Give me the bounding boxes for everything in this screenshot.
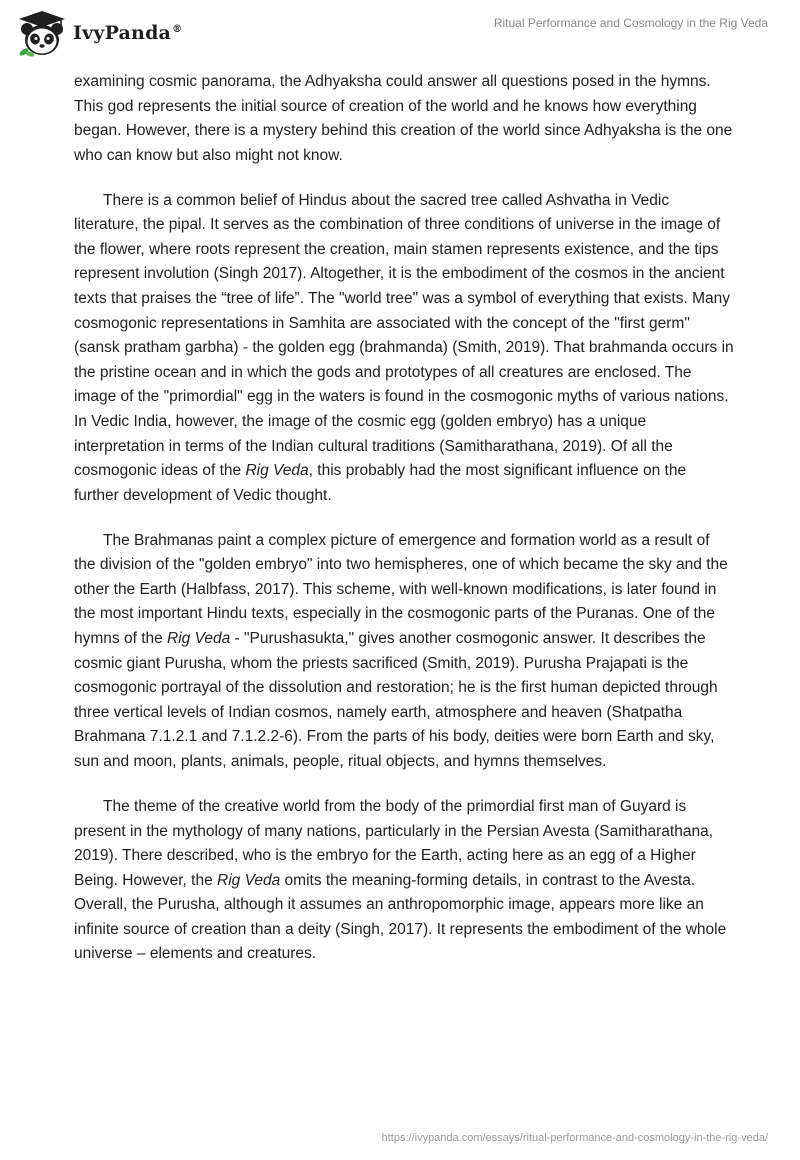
page-title: Ritual Performance and Cosmology in the Rig Veda [493, 16, 768, 30]
ivypanda-logo[interactable] [15, 8, 195, 58]
essay-paragraph: The Brahmanas paint a complex picture of emergence and formation world as a result of the division of the "golden embryo" into two hemispheres, one of which became the sky and the other the Earth (Halbfass, 2017). This scheme, with well-known modifications, is later found in the most important Hindu texts, especially in the cosmogonic parts of the Puranas. One of the hymns of the Rig Veda - "Purushasukta," gives another cosmogonic answer. It describes the cosmic giant Purusha, whom the priests sacrificed (Smith, 2019). Purusha Prajapati is the cosmogonic portrayal of the dissolution and restoration; he is the first human depicted through three vertical levels of Indian cosmos, namely earth, atmosphere and heaven (Shatpatha Brahmana 7.1.2.1 and 7.1.2.2-6). From the parts of his body, deities were born Earth and sky, sun and moon, plants, animals, people, ritual objects, and hymns themselves. [74, 531, 728, 771]
essay-paragraph: There is a common belief of Hindus about the sacred tree called Ashvatha in Vedic literature, the pipal. It serves as the combination of three conditions of universe in the image of the flower, where roots represent the creation, main stamen represents existence, and the tips represent involution (Singh 2017). Altogether, it is the embodiment of the cosmos in the ancient texts that praises the “tree of life”. The "world tree" was a symbol of everything that exists. Many cosmogonic representations in Samhita are associated with the concept of the "first germ" (sansk pratham garbha) - the golden egg (brahmanda) (Smith, 2019). That brahmanda occurs in the pristine ocean and in which the gods and prototypes of all creatures are enclosed. The image of the "primordial" egg in the waters is found in the cosmogonic myths of various nations. In Vedic India, however, the image of the cosmic egg (golden embryo) has a unique interpretation in terms of the Indian cultural traditions (Samitharathana, 2019). Of all the cosmogonic ideas of the Rig Veda, this probably had the most significant influence on the further development of Vedic thought. [74, 191, 734, 504]
italic-title: Rig Veda [167, 630, 231, 648]
essay-body [74, 70, 734, 987]
page-header [0, 0, 800, 66]
italic-title: Rig Veda [217, 871, 281, 889]
brand-name: IvyPanda® [73, 22, 183, 44]
source-url[interactable]: https://ivypanda.com/essays/ritual-performance-and-cosmology-in-the-rig-veda/ [381, 1132, 768, 1144]
essay-paragraph: The theme of the creative world from the body of the primordial first man of Guyard is present in the mythology of many nations, particularly in the Persian Avesta (Samitharathana, 2019). There described, who is the embryo for the Earth, acting here as an egg of a Higher Being. However, the Rig Veda omits the meaning-forming details, in contrast to the Avesta. Overall, the Purusha, although it assumes an anthropomorphic image, appears more like an infinite source of creation than a deity (Singh, 2017). It represents the embodiment of the whole universe – elements and creatures. [74, 797, 727, 963]
trademark-symbol: ® [172, 23, 183, 35]
panda-graduation-icon [15, 8, 69, 58]
essay-paragraph: examining cosmic panorama, the Adhyaksha could answer all questions posed in the hymns. This god represents the initial source of creation of the world and he knows how everything began. However, there is a mystery behind this creation of the world since Adhyaksha is the one who can know but also might not know. [74, 73, 733, 164]
italic-title: Rig Veda [245, 462, 309, 480]
